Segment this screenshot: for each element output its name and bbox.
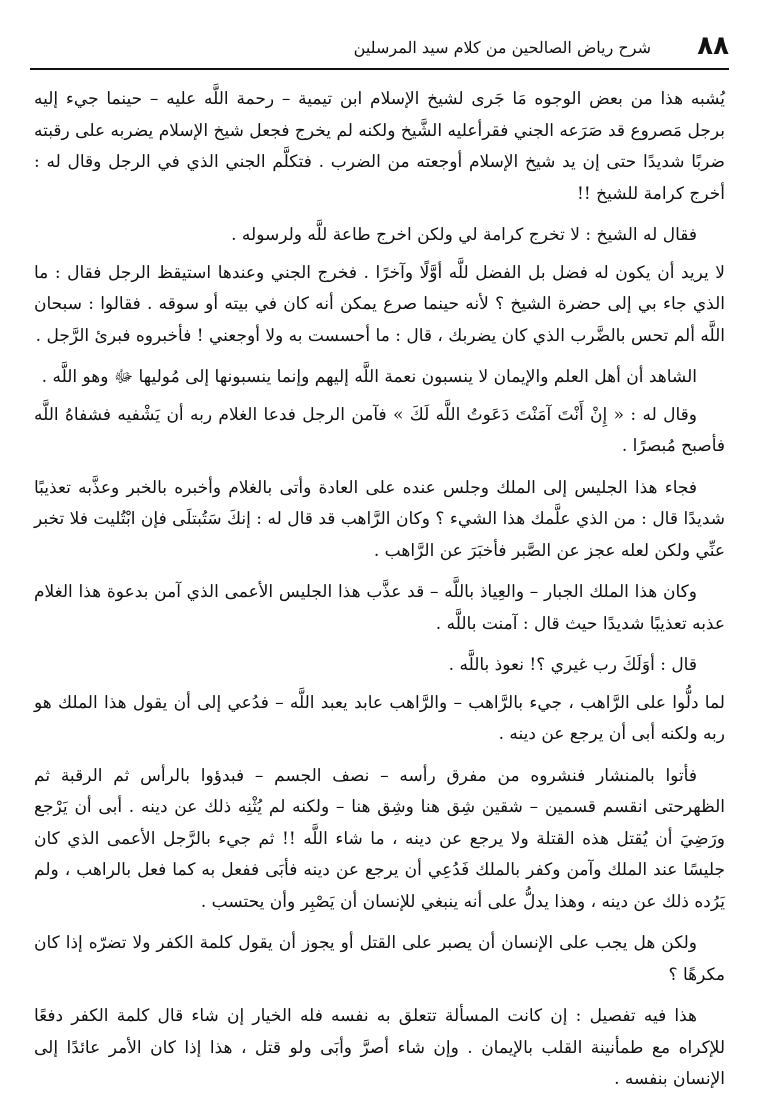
paragraph-question-coercion: ولكن هل يجب على الإنسان أن يصبر على القتل أو يجوز أن يقول كلمة الكفر ولا تضرّه إذا كان مكرهًا ؟ — [34, 933, 725, 985]
paragraph-lesson: الشاهد أن أهل العلم والإيمان لا ينسبون نعمة اللَّه إليهم وإنما ينسبونها إلى مُوليها ﷻ وهو اللَّه . — [41, 367, 697, 387]
page-body — [34, 84, 725, 1106]
page-number: ٨٨ — [697, 31, 729, 61]
paragraph-saw: فأتوا بالمنشار فنشروه من مفرق رأسه – نصف الجسم – فبدؤوا بالرأس ثم الرقبة ثم الظهرحتى انقسم قسمين – شقين شِق هنا وشِق هنا – ولكنه لم يُثْنِه ذلك عن دينه . أبى أن يَرْجع ورَضِيَ أن يُقتل هذه القتلة ولا يرجع عن دينه ، ما شاء اللَّه !! ثم جيء بالرَّجل الأعمى الذي كان جليسًا عند الملك وآمن وكفر بالملك فَدُعِي أن يرجع عن دينه فأبَى ففعل به كما فعل بالراهب ، ولم يَرُده ذلك عن دينه ، وهذا يدلُّ على أنه ينبغي للإنسان أن يَصْبِر وأن يحتسب . — [34, 765, 725, 912]
paragraph-tyrant-king: وكان هذا الملك الجبار – والعِياذ باللَّه – قد عذَّب هذا الجليس الأعمى الذي آمن بدعوة هذا الغلام عذبه تعذيبًا شديدًا حيث قال : آمنت باللَّه . — [34, 582, 725, 634]
paragraph-jinn-leaves: لا يريد أن يكون له فضل بل الفضل للَّه أوَّلًا وآخرًا . فخرج الجني وعندها استيقظ الرجل فقال : ما الذي جاء بي إلى حضرة الشيخ ؟ لأنه حينما صرع يمكن أنه كان في بيته أو سوقه . فقالوا : سبحان اللَّه ألم تحس بالضَّرب الذي كان يضربك ، قال : ما أحسست به ولا أوجعني ! فأخبروه فبرئ الرَّجل . — [34, 262, 726, 346]
paragraph-monk: لما دلُّوا على الرَّاهب ، جيء بالرَّاهب – والرَّاهب عابد يعبد اللَّه – فدُعي إلى أن يقول هذا الملك هو ربه ولكنه أبى أن يرجع عن دينه . — [34, 692, 725, 744]
paragraph-ruling: هذا فيه تفصيل : إن كانت المسألة تتعلق به نفسه فله الخيار إن شاء قال كلمة الكفر دفعًا للإكراه مع طمأنينة القلب بالإيمان . وإن شاء أصرَّ وأبَى ولو قتل ، هذا إذا كان الأمر عائدًا إلى الإنسان بنفسه . — [34, 1006, 725, 1089]
paragraph-ibn-taymiyya-story: يُشبه هذا من بعض الوجوه مَا جَرى لشيخ الإسلام ابن تيمية – رحمة اللَّه عليه – حينما جيء إليه برجل مَصروع قد صَرَعه الجني فقرأعليه الشَّيخ ولكنه لم يخرج فجعل شيخ الإسلام يضربه على رقبته ضربًا شديدًا حتى إن يد شيخ الإسلام أوجعته من الضرب . فتكلَّم الجني الذي في الرجل وقال له : أخرج كرامة للشيخ !! — [34, 89, 725, 204]
page-header — [30, 30, 729, 66]
paragraph-boy-heals: وقال له : « إِنْ أَنْتَ آمَنْتَ دَعَوتُ اللَّه لَكَ » فآمن الرجل فدعا الغلام ربه أن يَشْفيه فشفاهُ اللَّه فأصبح مُبصرًا . — [34, 404, 725, 456]
header-rule — [30, 68, 729, 70]
paragraph-king-question: قال : أوَلَكَ رب غيري ؟! نعوذ باللَّه . — [448, 655, 697, 675]
paragraph-companion-tortured: فجاء هذا الجليس إلى الملك وجلس عنده على العادة وأتى بالغلام وأخبره بالخبر وعذَّبه تعذيبًا شديدًا قال : من الذي علَّمك هذا الشيء ؟ وكان الرَّاهب قد قال له : إنكَ سَتُبتلَى فإن ابْتُليت فلا تخبر عنِّي ولكن لعله عجز عن الصَّبر فأخبَرَ عن الرَّاهب . — [34, 477, 725, 561]
running-title: شرح رياض الصالحين من كلام سيد المرسلين — [353, 38, 651, 57]
paragraph-sheikh-reply: فقال له الشيخ : لا تخرج كرامة لي ولكن اخرج طاعة للَّه ولرسوله . — [231, 225, 697, 245]
